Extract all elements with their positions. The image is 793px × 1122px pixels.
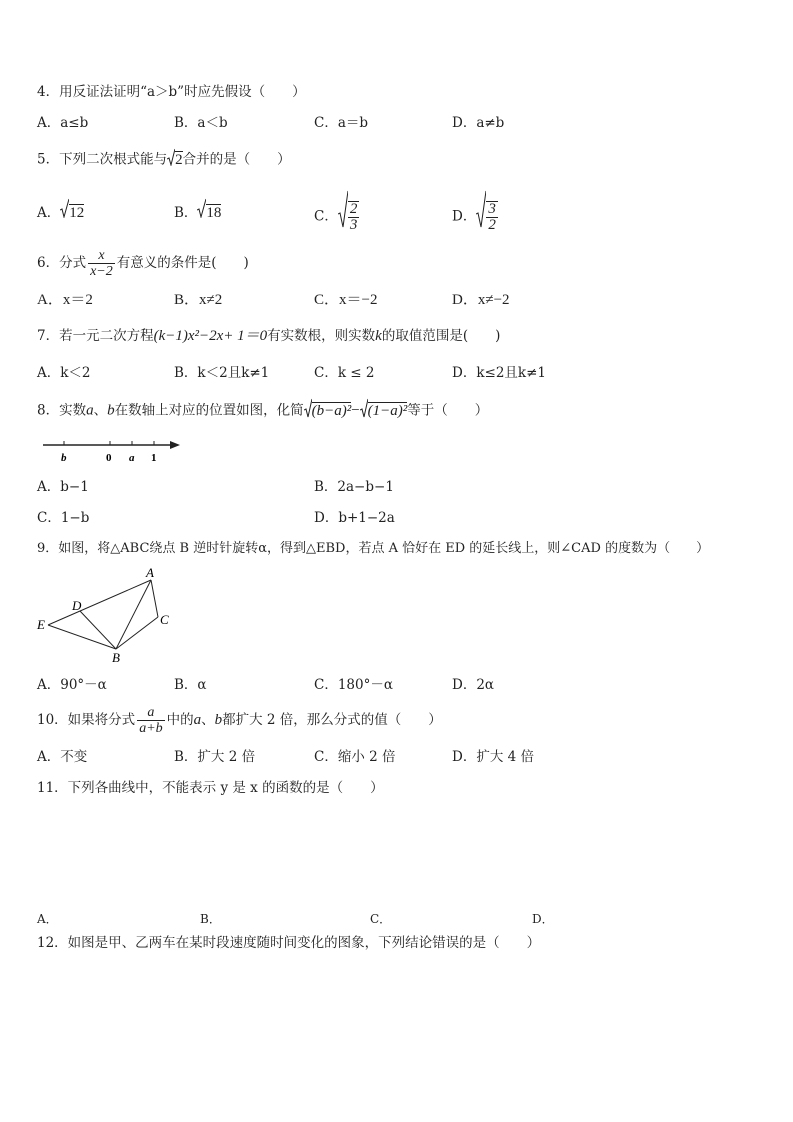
q7-option-c[interactable]: C．k ≤ 2 <box>314 365 375 381</box>
q5-option-a[interactable]: A． 12 <box>37 198 84 229</box>
q10-option-c[interactable]: C．缩小 2 倍 <box>314 749 396 765</box>
q5-option-c[interactable]: C． $\frac{2}{3}$ <box>314 190 359 244</box>
question-4-options <box>37 112 757 134</box>
q8-sep: 、 <box>93 402 108 419</box>
q8-expr1: (b−a)² <box>311 402 352 419</box>
q10-fraction: $\frac{a}{a+b}$ <box>139 705 163 736</box>
q8-var-a: a <box>86 402 94 419</box>
q10-var-a: a <box>193 712 202 728</box>
question-9-options <box>37 674 757 696</box>
question-12-stem: 12．如图是甲、乙两车在某时段速度随时间变化的图象，下列结论错误的是（ ） <box>37 935 541 951</box>
q4-option-b[interactable]: B．a＜b <box>174 115 228 131</box>
question-5-options <box>37 198 757 232</box>
sqrt-symbol <box>60 198 69 229</box>
q7-equation: (k−1)x²−2x+ 1＝0 <box>153 328 268 344</box>
q11-option-a[interactable]: A． <box>37 912 58 926</box>
q8-stem-text: 8．实数 <box>37 402 87 419</box>
q6-option-c[interactable]: C．x＝−2 <box>314 292 378 308</box>
q8-expr2: (1−a)² <box>367 402 408 419</box>
q10-option-b[interactable]: B．扩大 2 倍 <box>174 749 256 765</box>
q6-stem-text: 6．分式 <box>37 255 87 271</box>
sqrt-symbol <box>304 398 312 424</box>
number-line-figure <box>40 435 185 465</box>
q10-stem-text: 10．如果将分式 <box>37 712 136 728</box>
question-5-stem <box>37 148 291 172</box>
q5-option-b[interactable]: B． 18 <box>174 198 221 229</box>
sqrt-symbol <box>167 148 175 172</box>
q6-stem-text-after: 有意义的条件是( ) <box>116 255 249 271</box>
question-8-stem <box>37 398 488 424</box>
q6-option-d[interactable]: D．x≠−2 <box>452 292 510 308</box>
fig-label-e: E <box>37 617 45 632</box>
q8-option-a[interactable]: A．b−1 <box>37 479 89 495</box>
question-4-stem: 4．用反证法证明“a＞b”时应先假设（ ） <box>37 84 306 100</box>
nl-label-a: a <box>129 452 135 464</box>
nl-label-1: 1 <box>151 452 157 464</box>
q7-stem-text: 7．若一元二次方程 <box>37 328 154 344</box>
question-7-stem <box>37 326 500 346</box>
q7-stem-mid: 有实数根，则实数 <box>267 328 376 344</box>
sqrt-symbol <box>360 398 368 424</box>
fig-label-a: A <box>146 565 154 580</box>
question-6-options <box>37 289 757 311</box>
question-8-options-row1 <box>37 476 757 498</box>
q11-option-b[interactable]: B． <box>200 912 221 926</box>
triangle-rotation-figure <box>36 565 176 665</box>
question-6-stem <box>37 246 249 280</box>
q11-option-c[interactable]: C． <box>370 912 392 926</box>
q9-option-b[interactable]: B．α <box>174 677 207 693</box>
q10-var-b: b <box>214 712 223 728</box>
nl-label-0: 0 <box>106 452 112 464</box>
question-11-stem: 11．下列各曲线中，不能表示 y 是 x 的函数的是（ ） <box>37 780 384 796</box>
q6-option-a[interactable]: A．x＝2 <box>37 292 93 308</box>
q4-option-d[interactable]: D．a≠b <box>452 115 505 131</box>
q7-stem-text-after: 的取值范围是( ) <box>381 328 501 344</box>
nl-label-b: b <box>61 452 67 464</box>
q7-option-b[interactable]: B．k＜2且k≠1 <box>174 365 270 381</box>
question-7-options <box>37 362 757 384</box>
q8-option-d[interactable]: D．b+1−2a <box>314 510 395 526</box>
question-9-stem: 9．如图，将△ABC绕点 B 逆时针旋转α，得到△EBD，若点 A 恰好在 ED 的延长线上，则∠CAD 的度数为（ ） <box>37 541 710 556</box>
fig-label-b: B <box>112 650 120 665</box>
q9-option-a[interactable]: A．90°－α <box>37 677 107 693</box>
q8-option-c[interactable]: C．1−b <box>37 510 90 526</box>
question-10-stem <box>37 702 442 738</box>
q4-option-a[interactable]: A．a≤b <box>37 115 89 131</box>
q8-minus: − <box>351 402 360 419</box>
q5-option-d[interactable]: D． $\frac{3}{2}$ <box>452 190 498 244</box>
fig-label-c: C <box>160 612 169 627</box>
q10-stem-mid: 中的 <box>166 712 194 728</box>
fig-label-d: D <box>72 598 82 613</box>
sqrt-symbol <box>338 190 348 244</box>
q10-sep: 、 <box>201 712 215 728</box>
sqrt-symbol <box>476 190 486 244</box>
question-8-options-row2 <box>37 507 757 529</box>
q7-option-d[interactable]: D．k≤2且k≠1 <box>452 365 546 381</box>
q8-stem-mid: 在数轴上对应的位置如图，化简 <box>114 402 304 419</box>
q7-var-k: k <box>375 328 382 344</box>
q8-var-b: b <box>107 402 115 419</box>
q5-stem-text-after: 合并的是（ ） <box>182 151 291 168</box>
q8-option-b[interactable]: B．2a−b−1 <box>314 479 394 495</box>
q9-option-c[interactable]: C．180°－α <box>314 677 393 693</box>
question-11-options <box>37 908 757 930</box>
q10-stem-text-after: 都扩大 2 倍，那么分式的值（ ） <box>222 712 442 728</box>
q4-option-c[interactable]: C．a＝b <box>314 115 369 131</box>
q6-option-b[interactable]: B．x≠2 <box>174 292 223 308</box>
q5-radicand: 2 <box>175 151 183 168</box>
q10-option-a[interactable]: A．不变 <box>37 749 88 765</box>
q5-stem-text: 5．下列二次根式能与 <box>37 151 168 168</box>
q8-stem-text-after: 等于（ ） <box>407 402 489 419</box>
q10-option-d[interactable]: D．扩大 4 倍 <box>452 749 534 765</box>
q7-option-a[interactable]: A．k＜2 <box>37 365 91 381</box>
question-10-options <box>37 746 757 768</box>
q11-option-d[interactable]: D． <box>532 912 554 926</box>
q6-fraction: $\frac{x}{x-2}$ <box>90 248 113 279</box>
q9-option-d[interactable]: D．2α <box>452 677 495 693</box>
